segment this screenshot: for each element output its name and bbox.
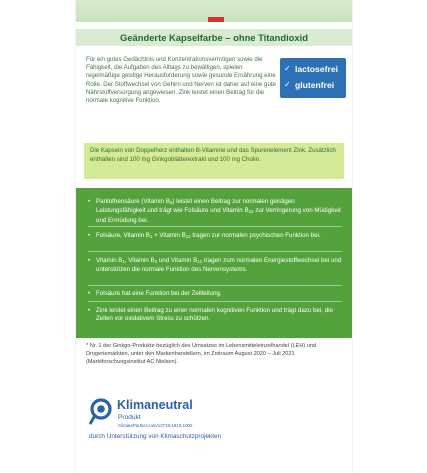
claim-label: lactosefrei: [295, 64, 338, 74]
benefit-cell-division: • Folsäure hat eine Funktion bei der Zellteilung.: [88, 290, 222, 297]
climate-support-text: durch Unterstützung von Klimaschutzprojekten: [89, 433, 222, 440]
benefit-vitamin-b: • Vitamin $B_1$, Vitamin $B_2$ und Vitamin $B_{12}$ tragen zum normalen Energiestoffwechsel bei und unterstützen die normale Funktion des Nervensystems.: [88, 257, 342, 274]
climate-subtitle: Produkt: [118, 414, 141, 421]
divider: [88, 301, 342, 302]
pack-back-panel: [76, 0, 352, 473]
footnote: * Nr. 1 der Ginkgo-Produkte bezüglich des Umsatzes im Lebensmitteleinzelhandel (LEH) und Drogeriemärkten, unter den Markenherstellern, im Zeitraum August 2020 – Juli 2021 (Marktforschungsinstitut AC Nielsen).: [86, 343, 317, 365]
benefit-folic-acid: • Folsäure, Vitamin $B_1$ + Vitamin $B_{12}$ tragen zur normalen psychischen Funktion bei.: [88, 232, 321, 239]
top-red-accent: [208, 17, 224, 22]
bullet-icon: •: [88, 307, 91, 314]
check-icon: ✓: [284, 64, 291, 73]
claims-badge: [280, 58, 346, 98]
climate-url: ClimatePartner.com/13719-1910-1002: [118, 423, 193, 428]
claim-lactosefrei: [284, 61, 342, 77]
headline-banner: Geänderte Kapselfarbe – ohne Titandioxid: [76, 29, 352, 46]
bullet-icon: •: [88, 232, 91, 239]
benefits-panel: [76, 188, 352, 338]
benefit-pantothenic: • Pantothensäure (Vitamin $B_5$) leistet einen Beitrag zur normalen geistigen Leistungsfähigkeit und trägt wie Folsäure und Vitamin $B_{12}$ zur Verringerung von Müdigkeit und Ermüdung bei.: [88, 198, 341, 224]
check-icon: ✓: [284, 80, 291, 89]
bullet-icon: •: [88, 198, 91, 205]
benefit-zinc: • Zink leistet einen Beitrag zu einer normalen kognitiven Funktion und trägt dazu bei, die Zellen vor oxidativem Stress zu schützen.: [88, 307, 333, 323]
divider: [88, 251, 342, 252]
bullet-icon: •: [88, 257, 91, 264]
bullet-icon: •: [88, 290, 91, 297]
claim-glutenfrei: [284, 77, 342, 93]
divider: [88, 285, 342, 286]
claim-label: glutenfrei: [295, 80, 335, 90]
intro-text: Für ein gutes Gedächtnis und Konzentrationsvermögen sowie die Fähigkeit, die Aufgaben des Alltags zu bewältigen, spielen regelmäßige geistige Herausforderung sowie gesunde Ernährung eine Rolle. Der Stoffwechsel von Gehirn und Nerven ist daher auf eine gute Nährstoffversorgung angewiesen. Zink leistet einen Beitrag für die normale kognitive Funktion.: [86, 56, 276, 105]
divider: [88, 226, 342, 227]
climate-neutral-icon: [89, 397, 113, 425]
capsule-contents-box: Die Kapseln von Doppelherz enthalten B-Vitamine und das Spurenelement Zink. Zusätzlich enthalten sind 100 mg Ginkgoblätterextrakt und 100 mg Cholin.: [84, 143, 344, 179]
climate-title: Klimaneutral: [117, 398, 193, 412]
